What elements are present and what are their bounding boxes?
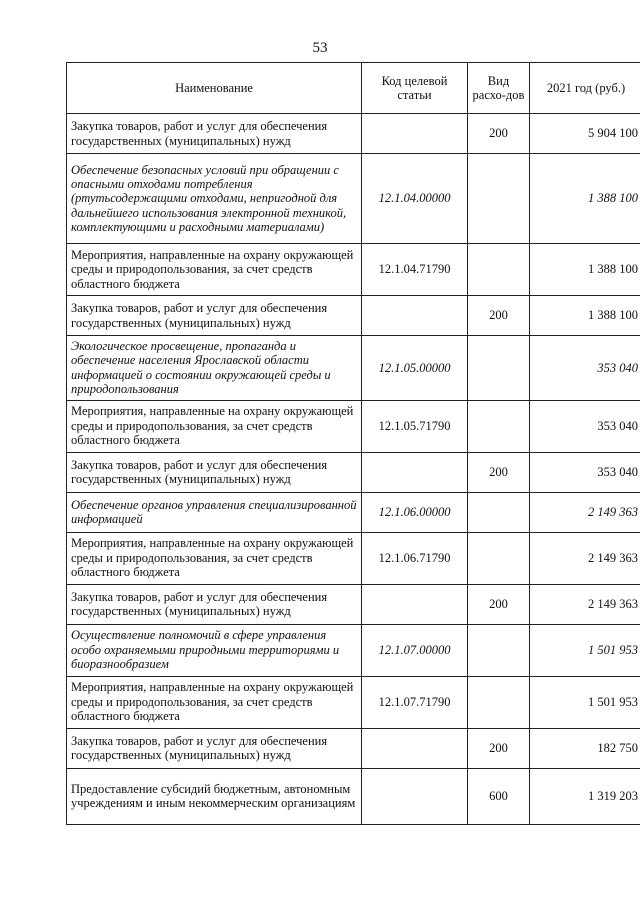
cell-name: Мероприятия, направленные на охрану окружающей среды и природопользования, за счет средств областного бюджета [67,676,362,728]
cell-name: Мероприятия, направленные на охрану окружающей среды и природопользования, за счет средств областного бюджета [67,532,362,584]
table-row [67,154,640,244]
header-code: Код целевой статьи [362,63,468,114]
cell-code [362,452,468,492]
cell-name: Обеспечение безопасных условий при обращении с опасными отходами потребления (ртутьсодержащими отходами, непригодной для дальнейшего использования электронной техникой, комплектующими и расходными материалами) [67,154,362,244]
cell-name: Закупка товаров, работ и услуг для обеспечения государственных (муниципальных) нужд [67,584,362,624]
cell-code: 12.1.05.71790 [362,400,468,452]
table-row [67,584,640,624]
cell-code: 12.1.07.00000 [362,624,468,676]
table-row [67,336,640,401]
cell-code: 12.1.04.00000 [362,154,468,244]
budget-table [66,62,640,825]
table-row [67,728,640,768]
cell-code [362,114,468,154]
cell-type [468,244,530,296]
cell-code: 12.1.05.00000 [362,336,468,401]
cell-name: Закупка товаров, работ и услуг для обеспечения государственных (муниципальных) нужд [67,728,362,768]
cell-name: Мероприятия, направленные на охрану окружающей среды и природопользования, за счет средств областного бюджета [67,400,362,452]
cell-type [468,492,530,532]
table-row [67,114,640,154]
cell-amount: 1 501 953 [530,624,640,676]
cell-amount: 1 501 953 [530,676,640,728]
cell-type [468,400,530,452]
cell-type: 200 [468,584,530,624]
cell-amount: 353 040 [530,452,640,492]
table-row [67,244,640,296]
cell-name: Экологическое просвещение, пропаганда и обеспечение населения Ярославской области информацией о состоянии окружающей среды и природопользования [67,336,362,401]
cell-name: Мероприятия, направленные на охрану окружающей среды и природопользования, за счет средств областного бюджета [67,244,362,296]
cell-type [468,336,530,401]
cell-type [468,676,530,728]
table-row [67,768,640,824]
header-name: Наименование [67,63,362,114]
cell-amount: 353 040 [530,400,640,452]
cell-amount: 353 040 [530,336,640,401]
table-row [67,532,640,584]
table-row [67,296,640,336]
cell-amount: 1 388 100 [530,154,640,244]
cell-code: 12.1.04.71790 [362,244,468,296]
cell-code: 12.1.06.00000 [362,492,468,532]
table-row [67,624,640,676]
cell-name: Закупка товаров, работ и услуг для обеспечения государственных (муниципальных) нужд [67,296,362,336]
cell-name: Закупка товаров, работ и услуг для обеспечения государственных (муниципальных) нужд [67,114,362,154]
cell-type: 200 [468,114,530,154]
table-row [67,452,640,492]
table-row [67,400,640,452]
cell-code [362,728,468,768]
cell-type: 200 [468,728,530,768]
cell-amount: 5 904 100 [530,114,640,154]
cell-type: 200 [468,296,530,336]
cell-amount: 1 319 203 [530,768,640,824]
cell-code [362,296,468,336]
header-type: Вид расхо-дов [468,63,530,114]
cell-code: 12.1.06.71790 [362,532,468,584]
cell-name: Предоставление субсидий бюджетным, автономным учреждениям и иным некоммерческим организациям [67,768,362,824]
cell-name: Обеспечение органов управления специализированной информацией [67,492,362,532]
header-amount: 2021 год (руб.) [530,63,640,114]
cell-amount: 182 750 [530,728,640,768]
cell-code: 12.1.07.71790 [362,676,468,728]
table-row [67,492,640,532]
cell-amount: 2 149 363 [530,584,640,624]
table-header-row [67,63,640,114]
cell-name: Закупка товаров, работ и услуг для обеспечения государственных (муниципальных) нужд [67,452,362,492]
cell-code [362,768,468,824]
cell-amount: 2 149 363 [530,492,640,532]
cell-code [362,584,468,624]
cell-type: 200 [468,452,530,492]
table-body [67,114,640,825]
cell-type [468,532,530,584]
cell-amount: 2 149 363 [530,532,640,584]
cell-type: 600 [468,768,530,824]
cell-type [468,154,530,244]
cell-name: Осуществление полномочий в сфере управления особо охраняемыми природными территориями и биоразнообразием [67,624,362,676]
page-number: 53 [312,40,328,56]
cell-amount: 1 388 100 [530,244,640,296]
cell-amount: 1 388 100 [530,296,640,336]
table-row [67,676,640,728]
cell-type [468,624,530,676]
